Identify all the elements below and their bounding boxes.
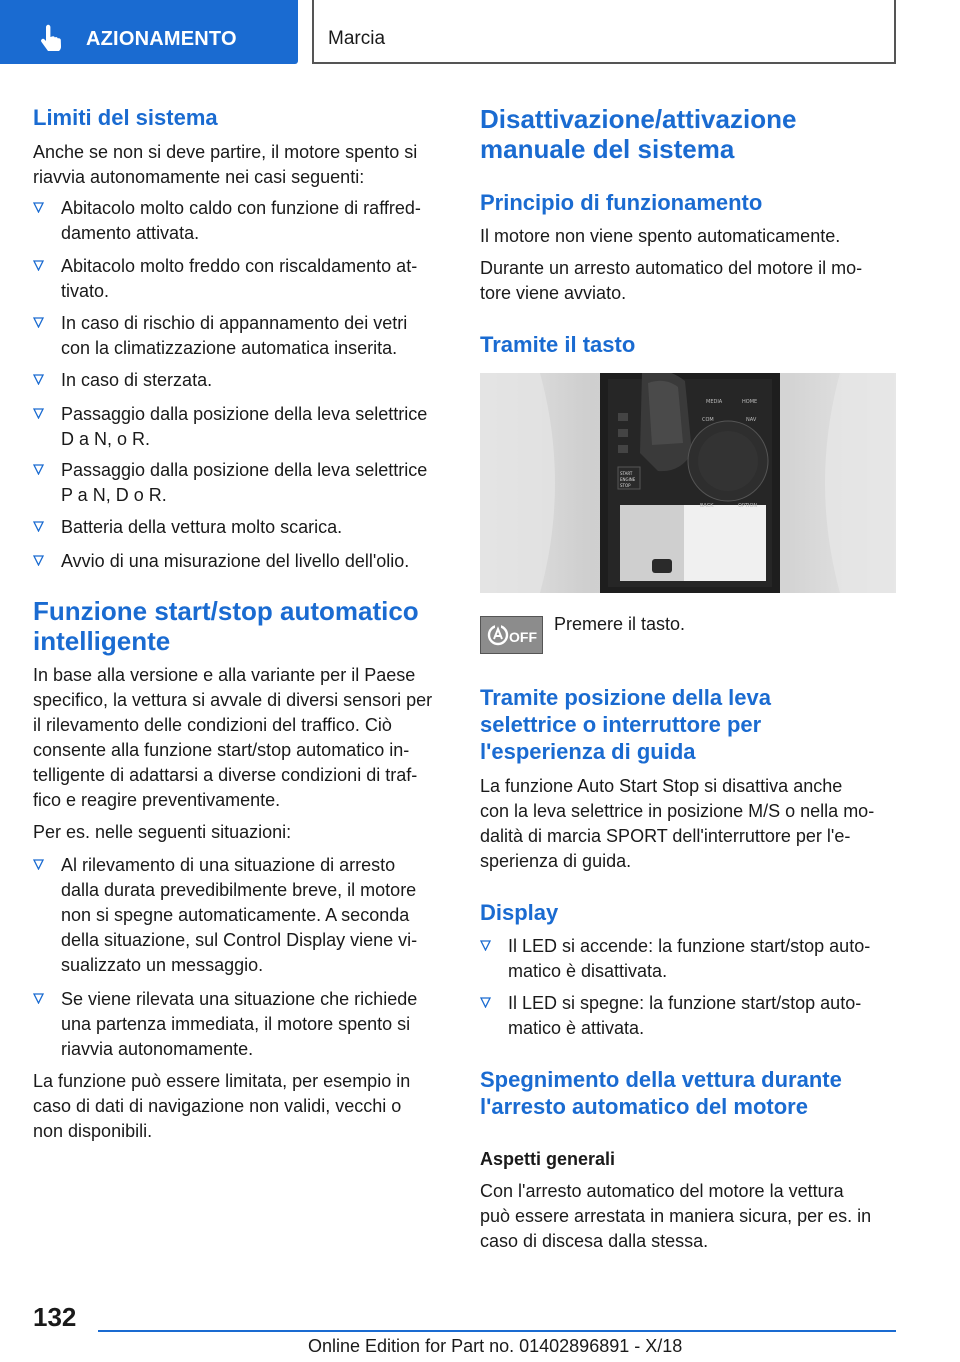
home-label: HOME xyxy=(742,399,758,405)
triangle-bullet-icon xyxy=(33,859,44,870)
page-number: 132 xyxy=(33,1302,77,1332)
list-item: Se viene rilevata una situazione che richiede una partenza immediata, il motore spento si riavvia autonomamente. xyxy=(33,987,453,1062)
hand-pointer-icon xyxy=(36,24,66,54)
chapter-title: Marcia xyxy=(328,28,386,49)
option-label: OPTION xyxy=(738,503,758,509)
smart-paragraph: In base alla versione e alla variante per il Paese specifico, la vettura si avvale di diversi sensori per il rilevamento delle condizioni del traffico. Ciò consente alla funzione start/stop automatico in- telligente di adattarsi a diverse condizioni di traf- fico e reagire preventivamente. xyxy=(33,665,433,810)
footer-divider xyxy=(98,1330,896,1332)
list-item: In caso di rischio di appannamento dei vetri con la climatizzazione automatica inserita. xyxy=(33,311,453,361)
engine-label: ENGINE xyxy=(620,477,636,482)
triangle-bullet-icon xyxy=(480,940,491,951)
list-item: Batteria della vettura molto scarica. xyxy=(33,515,453,540)
principle-p2: Durante un arresto automatico del motore il mo- tore viene avviato. xyxy=(480,258,863,303)
list-item: Avvio di una misurazione del livello dell'olio. xyxy=(33,549,453,574)
triangle-bullet-icon xyxy=(33,374,44,385)
stop-label: STOP xyxy=(620,483,631,488)
manual-title: Disattivazione/attivazione manuale del sistema xyxy=(480,104,797,164)
general-title: Aspetti generali xyxy=(480,1149,616,1169)
general-paragraph: Con l'arresto automatico del motore la vettura può essere arrestata in maniera sicura, per es. in caso di discesa dalla stessa. xyxy=(480,1181,872,1251)
triangle-bullet-icon xyxy=(480,997,491,1008)
list-item: Al rilevamento di una situazione di arresto dalla durata prevedibilmente breve, il motore non si spegne automaticamente. A seconda della situazione, sul Control Display viene vi- sualizzato un messaggio. xyxy=(33,853,453,978)
triangle-bullet-icon xyxy=(33,993,44,1004)
smart-title: Funzione start/stop automatico intelligente xyxy=(33,596,419,656)
principle-title: Principio di funzionamento xyxy=(480,190,763,215)
list-item: Il LED si accende: la funzione start/stop auto- matico è disattivata. xyxy=(480,934,896,984)
triangle-bullet-icon xyxy=(33,317,44,328)
auto-start-stop-off-icon xyxy=(480,616,543,654)
triangle-bullet-icon xyxy=(33,521,44,532)
display-title: Display xyxy=(480,900,559,925)
limits-title: Limiti del sistema xyxy=(33,105,218,130)
selector-title: Tramite posizione della leva selettrice o interruttore per l'esperienza di guida xyxy=(480,685,771,764)
chapter-box xyxy=(312,0,896,64)
list-item: Passaggio dalla posizione della leva selettrice D a N, o R. xyxy=(33,402,453,452)
button-caption: Premere il tasto. xyxy=(554,614,686,634)
smart-example: Per es. nelle seguenti situazioni: xyxy=(33,822,292,842)
list-item: Abitacolo molto freddo con riscaldamento at- tivato. xyxy=(33,254,453,304)
list-item: Abitacolo molto caldo con funzione di raffred- damento attivata. xyxy=(33,196,453,246)
shutdown-title: Spegnimento della vettura durante l'arresto automatico del motore xyxy=(480,1067,842,1119)
list-item: In caso di sterzata. xyxy=(33,368,453,393)
back-label: BACK xyxy=(700,503,714,509)
list-item: Il LED si spegne: la funzione start/stop auto- matico è attivata. xyxy=(480,991,896,1041)
list-item: Passaggio dalla posizione della leva selettrice P a N, D o R. xyxy=(33,458,453,508)
principle-p1: Il motore non viene spento automaticamente. xyxy=(480,226,841,246)
triangle-bullet-icon xyxy=(33,260,44,271)
button-title: Tramite il tasto xyxy=(480,332,636,357)
limits-intro: Anche se non si deve partire, il motore spento si riavvia autonomamente nei casi seguenti: xyxy=(33,142,418,187)
triangle-bullet-icon xyxy=(33,555,44,566)
off-text: OFF xyxy=(509,629,537,645)
media-label: MEDIA xyxy=(706,399,723,405)
controller-photo xyxy=(480,373,896,593)
section-title: AZIONAMENTO xyxy=(86,28,237,50)
triangle-bullet-icon xyxy=(33,464,44,475)
triangle-bullet-icon xyxy=(33,202,44,213)
nav-label: NAV xyxy=(746,417,757,423)
section-tab[interactable] xyxy=(0,0,298,64)
com-label: COM xyxy=(702,417,714,423)
footer-edition: Online Edition for Part no. 01402896891 - X/18 xyxy=(308,1336,683,1356)
selector-paragraph: La funzione Auto Start Stop si disattiva anche con la leva selettrice in posizione M/S o nella mo- dalità di marcia SPORT dell'interruttore per l'e- sperienza di guida. xyxy=(480,776,875,871)
start-label: START xyxy=(620,471,633,476)
triangle-bullet-icon xyxy=(33,408,44,419)
smart-limit: La funzione può essere limitata, per esempio in caso di dati di navigazione non validi, vecchi o non disponibili. xyxy=(33,1071,411,1141)
